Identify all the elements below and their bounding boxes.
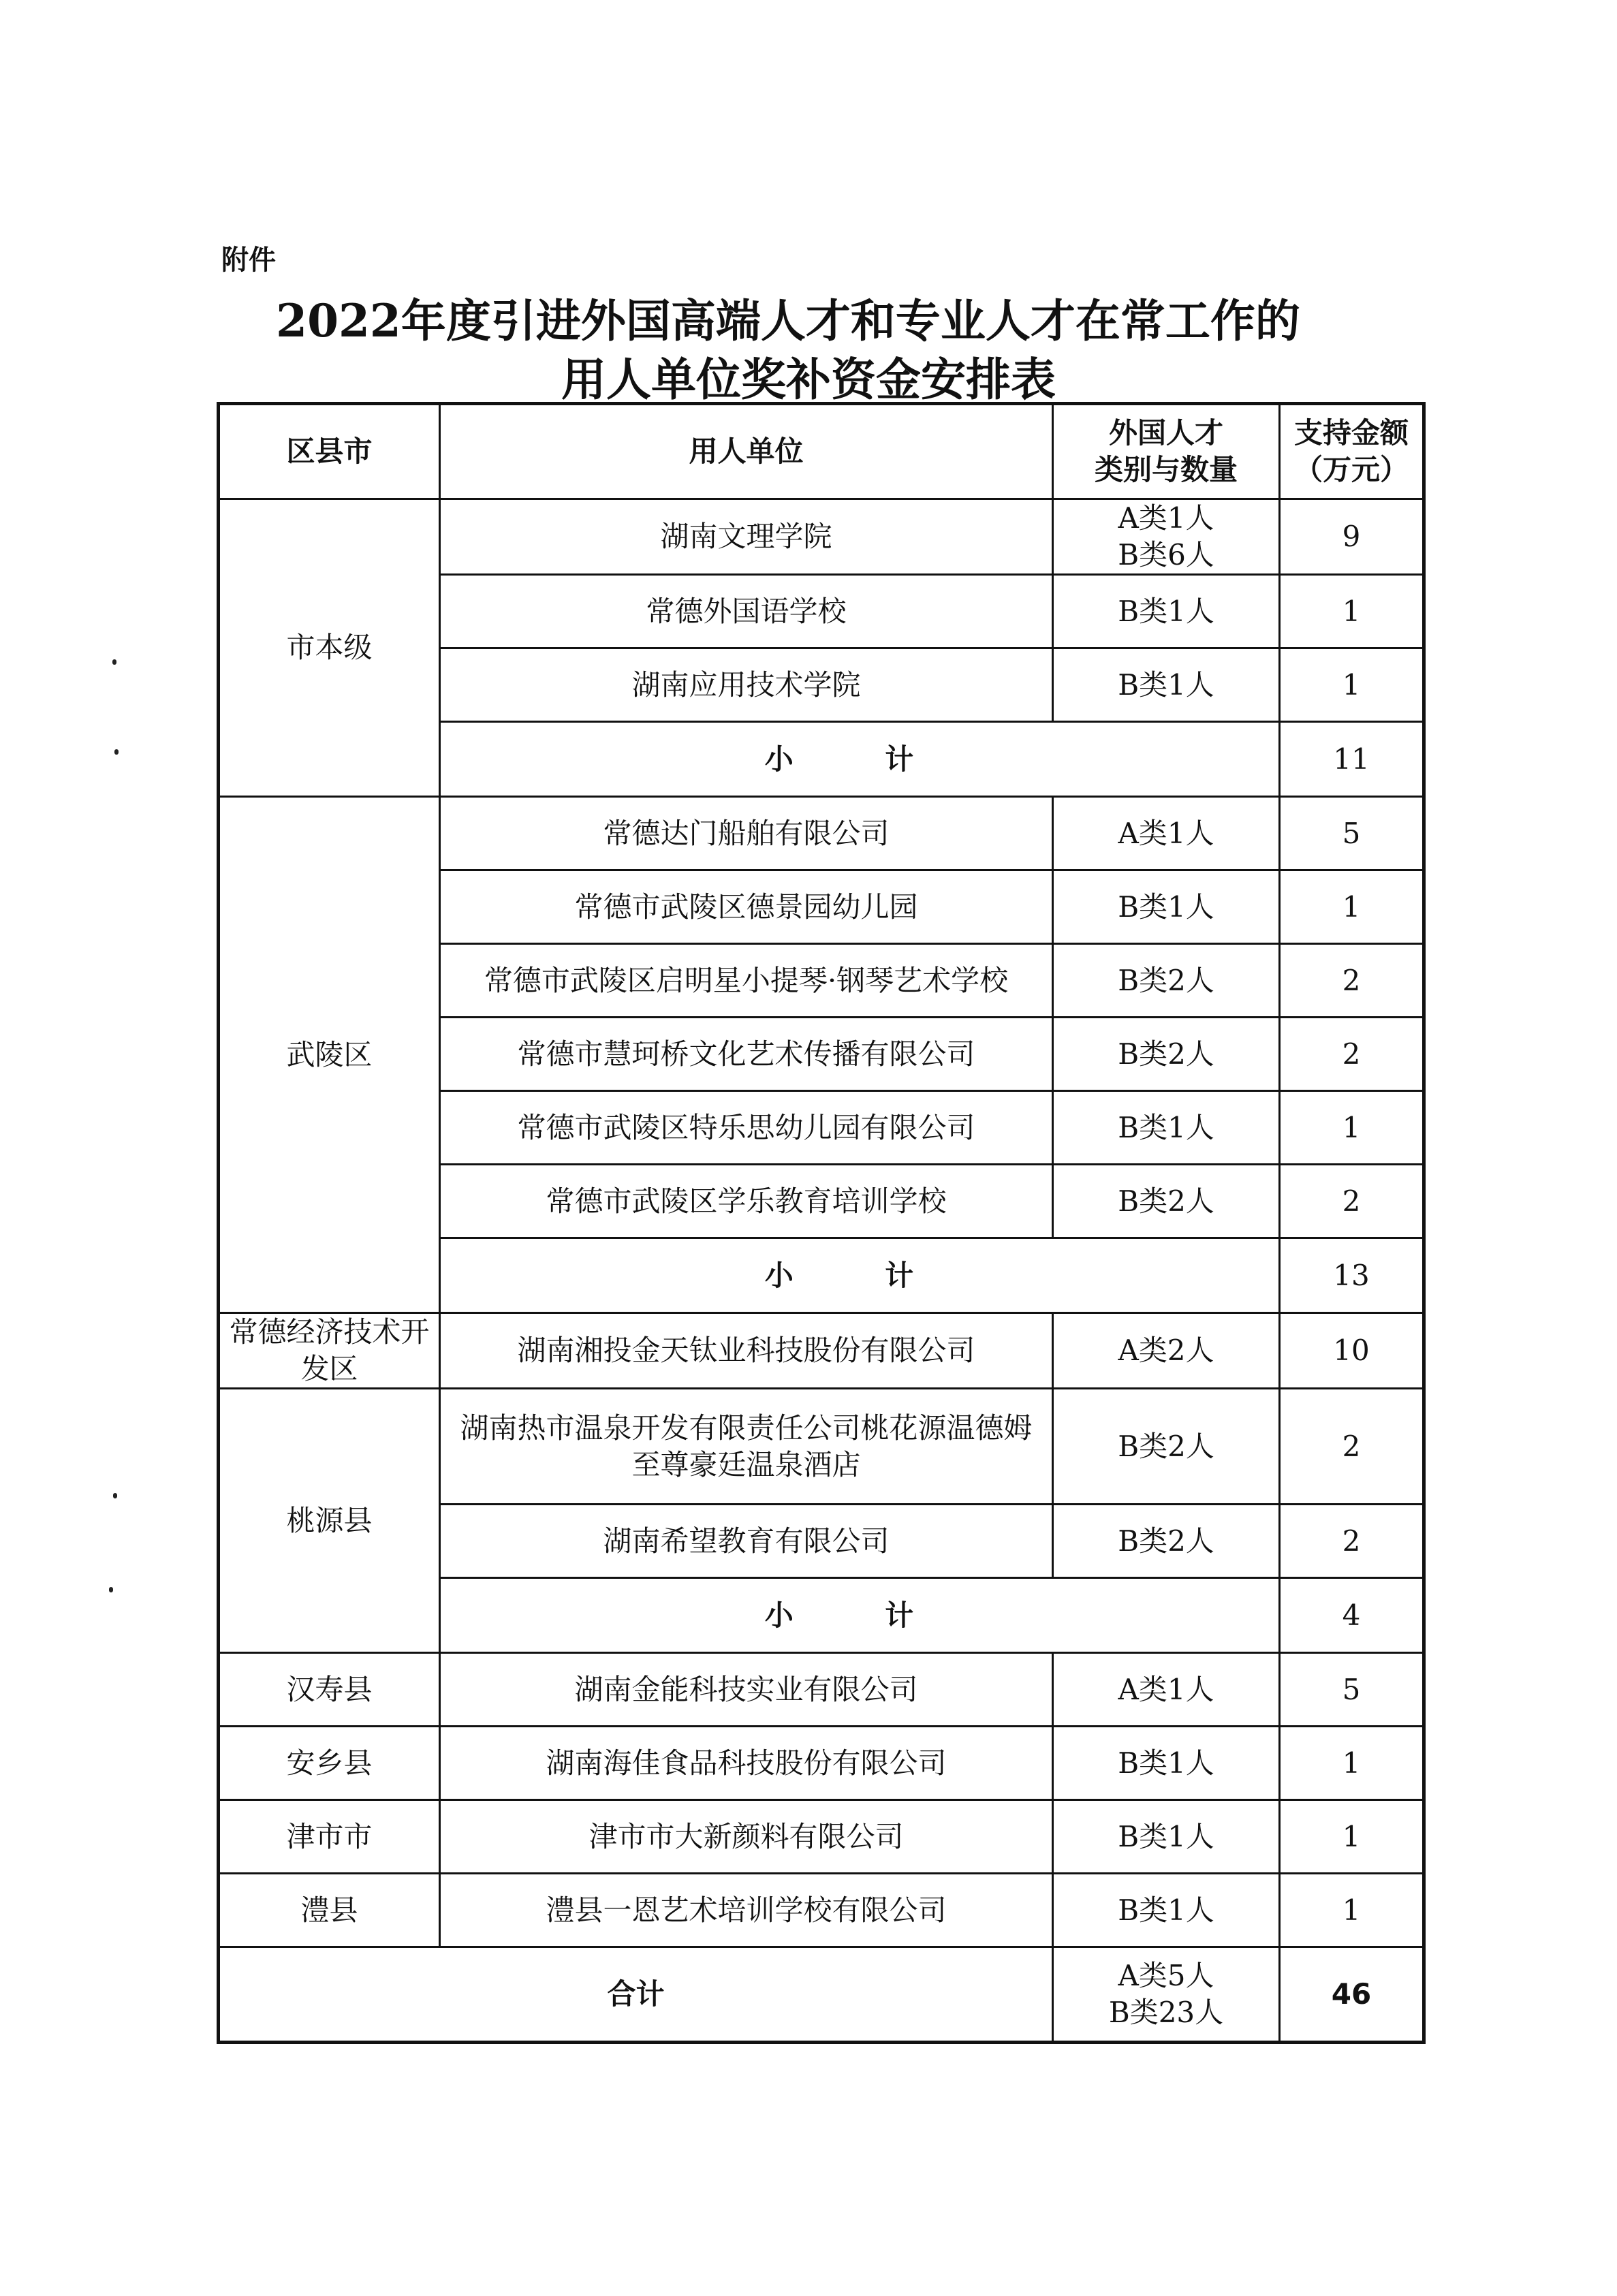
district-cell: 桃源县 (219, 1389, 440, 1653)
employer-cell: 常德市慧珂桥文化艺术传播有限公司 (440, 1018, 1053, 1091)
page-title: 2022年度引进外国高端人才和专业人才在常工作的 (276, 294, 1300, 347)
page-subtitle: 用人单位奖补资金安排表 (561, 353, 1056, 406)
table-row (219, 1727, 1424, 1800)
talent-cell (1053, 944, 1280, 1018)
talent-cell (1053, 797, 1280, 870)
employer-cell: 湖南海佳食品科技股份有限公司 (440, 1727, 1053, 1800)
total-label: 合计 (219, 1947, 1053, 2043)
district-cell: 武陵区 (219, 797, 440, 1313)
table-row (219, 499, 1424, 575)
amount-cell: 2 (1280, 1165, 1424, 1238)
subtotal-label: 小 计 (440, 722, 1280, 797)
table-row (219, 1874, 1424, 1947)
talent-line1: B类2人 (1118, 1037, 1214, 1071)
talent-cell (1053, 1653, 1280, 1727)
district-cell: 安乡县 (219, 1727, 440, 1800)
talent-line1: B类1人 (1118, 667, 1214, 702)
amount-cell: 5 (1280, 797, 1424, 870)
table-row (219, 797, 1424, 870)
talent-line1: B类2人 (1118, 1429, 1214, 1463)
talent-cell (1053, 1018, 1280, 1091)
district-cell: 澧县 (219, 1874, 440, 1947)
amount-cell: 2 (1280, 944, 1424, 1018)
total-row (219, 1947, 1424, 2043)
talent-line1: B类2人 (1118, 1524, 1214, 1558)
amount-cell: 5 (1280, 1653, 1424, 1727)
amount-cell: 1 (1280, 1874, 1424, 1947)
header-amount-line2: （万元） (1293, 453, 1409, 486)
employer-cell: 湖南应用技术学院 (440, 648, 1053, 722)
attachment-label: 附件 (221, 245, 276, 276)
district-cell: 汉寿县 (219, 1653, 440, 1727)
talent-line1: A类2人 (1118, 1334, 1214, 1367)
talent-cell (1053, 499, 1280, 575)
employer-cell: 湖南金能科技实业有限公司 (440, 1653, 1053, 1727)
amount-cell: 2 (1280, 1505, 1424, 1578)
talent-line2: B类6人 (1118, 538, 1214, 571)
scan-speck (114, 749, 119, 755)
talent-cell (1053, 648, 1280, 722)
talent-cell (1053, 1800, 1280, 1874)
talent-cell (1053, 575, 1280, 648)
talent-cell (1053, 1389, 1280, 1505)
talent-cell (1053, 1505, 1280, 1578)
header-talent-line1: 外国人才 (1108, 416, 1223, 450)
table-header-row (219, 404, 1424, 499)
talent-cell (1053, 1091, 1280, 1165)
subtotal-amount: 11 (1280, 722, 1424, 797)
subtotal-amount: 4 (1280, 1578, 1424, 1653)
amount-cell: 10 (1280, 1313, 1424, 1389)
header-employer: 用人单位 (440, 404, 1053, 499)
district-cell: 常德经济技术开发区 (219, 1313, 440, 1389)
talent-line1: A类1人 (1118, 501, 1214, 535)
scan-speck (113, 1493, 117, 1498)
employer-cell: 湖南热市温泉开发有限责任公司桃花源温德姆至尊豪廷温泉酒店 (440, 1389, 1053, 1505)
employer-cell: 常德市武陵区学乐教育培训学校 (440, 1165, 1053, 1238)
total-talent-line1: A类5人 (1118, 1959, 1214, 1992)
amount-cell: 9 (1280, 499, 1424, 575)
amount-cell: 1 (1280, 1800, 1424, 1874)
employer-cell: 常德市武陵区德景园幼儿园 (440, 870, 1053, 944)
header-amount-line1: 支持金额 (1293, 416, 1409, 450)
talent-cell (1053, 1727, 1280, 1800)
table-body (219, 499, 1424, 2043)
district-cell: 津市市 (219, 1800, 440, 1874)
header-amount (1280, 404, 1424, 499)
amount-cell: 2 (1280, 1018, 1424, 1091)
amount-cell: 1 (1280, 870, 1424, 944)
allocation-table (217, 402, 1426, 2044)
table-row (219, 1800, 1424, 1874)
header-talent (1053, 404, 1280, 499)
total-amount: 46 (1280, 1947, 1424, 2043)
table-row (219, 1389, 1424, 1505)
talent-line1: B类1人 (1118, 1746, 1214, 1780)
employer-cell: 津市市大新颜料有限公司 (440, 1800, 1053, 1874)
amount-cell: 1 (1280, 1091, 1424, 1165)
employer-cell: 常德市武陵区特乐思幼儿园有限公司 (440, 1091, 1053, 1165)
amount-cell: 2 (1280, 1389, 1424, 1505)
talent-line1: B类2人 (1118, 1184, 1214, 1218)
header-district: 区县市 (219, 404, 440, 499)
employer-cell: 湖南希望教育有限公司 (440, 1505, 1053, 1578)
talent-line1: B类1人 (1118, 890, 1214, 924)
talent-line1: A类1人 (1118, 816, 1214, 850)
talent-cell (1053, 1874, 1280, 1947)
employer-cell: 常德达门船舶有限公司 (440, 797, 1053, 870)
talent-line1: B类1人 (1118, 1819, 1214, 1853)
table-row (219, 1653, 1424, 1727)
district-cell: 市本级 (219, 499, 440, 797)
subtotal-label: 小 计 (440, 1238, 1280, 1313)
header-talent-line2: 类别与数量 (1094, 453, 1238, 486)
talent-line1: B类1人 (1118, 594, 1214, 628)
employer-cell: 湖南湘投金天钛业科技股份有限公司 (440, 1313, 1053, 1389)
talent-cell (1053, 870, 1280, 944)
talent-line1: B类1人 (1118, 1110, 1214, 1144)
talent-cell (1053, 1313, 1280, 1389)
talent-cell (1053, 1165, 1280, 1238)
talent-line1: A类1人 (1118, 1672, 1214, 1706)
total-talent-line2: B类23人 (1108, 1996, 1224, 2029)
subtotal-amount: 13 (1280, 1238, 1424, 1313)
table-row (219, 1313, 1424, 1389)
talent-line1: B类1人 (1118, 1893, 1214, 1927)
subtotal-label: 小 计 (440, 1578, 1280, 1653)
total-talent (1053, 1947, 1280, 2043)
employer-cell: 常德市武陵区启明星小提琴·钢琴艺术学校 (440, 944, 1053, 1018)
amount-cell: 1 (1280, 575, 1424, 648)
amount-cell: 1 (1280, 648, 1424, 722)
talent-line1: B类2人 (1118, 963, 1214, 997)
amount-cell: 1 (1280, 1727, 1424, 1800)
scan-speck (112, 659, 116, 665)
scan-speck (109, 1587, 113, 1592)
employer-cell: 澧县一恩艺术培训学校有限公司 (440, 1874, 1053, 1947)
employer-cell: 湖南文理学院 (440, 499, 1053, 575)
employer-cell: 常德外国语学校 (440, 575, 1053, 648)
